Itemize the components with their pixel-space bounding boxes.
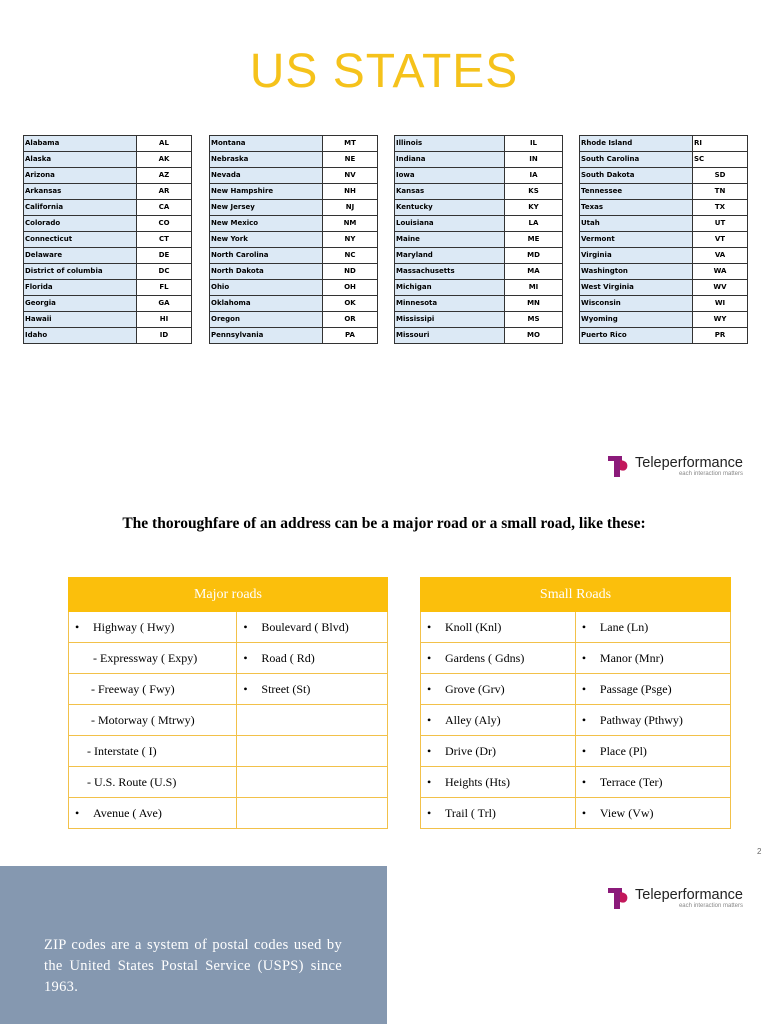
state-row bbox=[580, 296, 748, 312]
road-cell bbox=[69, 767, 237, 798]
state-name: Texas bbox=[580, 200, 693, 216]
state-name: Alabama bbox=[24, 136, 137, 152]
road-label: Heights (Hts) bbox=[445, 774, 510, 789]
state-row bbox=[210, 200, 378, 216]
state-abbreviation: PA bbox=[323, 328, 378, 344]
state-abbreviation: AL bbox=[137, 136, 192, 152]
states-table-2 bbox=[209, 135, 378, 344]
state-abbreviation: DE bbox=[137, 248, 192, 264]
road-cell bbox=[69, 705, 237, 736]
state-name: Washington bbox=[580, 264, 693, 280]
state-row bbox=[580, 248, 748, 264]
road-cell bbox=[421, 767, 576, 798]
state-name: Ohio bbox=[210, 280, 323, 296]
state-name: New York bbox=[210, 232, 323, 248]
road-row bbox=[69, 705, 388, 736]
state-name: North Carolina bbox=[210, 248, 323, 264]
state-row bbox=[210, 280, 378, 296]
road-label: Street (St) bbox=[261, 681, 311, 696]
states-table-1 bbox=[23, 135, 192, 344]
state-abbreviation: AK bbox=[137, 152, 192, 168]
state-row bbox=[580, 232, 748, 248]
state-name: Arkansas bbox=[24, 184, 137, 200]
state-abbreviation: CA bbox=[137, 200, 192, 216]
state-row bbox=[210, 248, 378, 264]
state-abbreviation: UT bbox=[693, 216, 748, 232]
road-row bbox=[421, 674, 731, 705]
state-name: Montana bbox=[210, 136, 323, 152]
state-abbreviation: WI bbox=[693, 296, 748, 312]
state-row bbox=[24, 184, 192, 200]
state-name: Massachusetts bbox=[395, 264, 505, 280]
road-cell bbox=[421, 643, 576, 674]
road-label: - Motorway ( Mtrwy) bbox=[91, 712, 195, 727]
bullet-icon: • bbox=[243, 650, 248, 665]
state-name: Nevada bbox=[210, 168, 323, 184]
state-abbreviation: VT bbox=[693, 232, 748, 248]
state-abbreviation: ID bbox=[137, 328, 192, 344]
state-name: South Dakota bbox=[580, 168, 693, 184]
logo-tagline: each interaction matters bbox=[678, 903, 743, 909]
state-row bbox=[210, 264, 378, 280]
road-cell bbox=[575, 767, 730, 798]
bullet-icon: • bbox=[243, 681, 248, 696]
page-number: 2 bbox=[757, 847, 762, 856]
state-abbreviation: WY bbox=[693, 312, 748, 328]
state-name: Illinois bbox=[395, 136, 505, 152]
road-label: Gardens ( Gdns) bbox=[445, 650, 525, 665]
small-roads-header: Small Roads bbox=[421, 578, 731, 612]
road-label: Passage (Psge) bbox=[599, 681, 672, 696]
major-roads-table bbox=[68, 577, 388, 829]
state-row bbox=[395, 312, 563, 328]
teleperformance-logo-2 bbox=[607, 887, 743, 911]
teleperformance-logo-icon bbox=[607, 455, 631, 479]
teleperformance-logo bbox=[607, 455, 743, 479]
state-abbreviation: WA bbox=[693, 264, 748, 280]
state-name: South Carolina bbox=[580, 152, 693, 168]
road-row bbox=[69, 798, 388, 829]
state-row bbox=[395, 328, 563, 344]
bullet-icon: • bbox=[581, 712, 587, 727]
state-abbreviation: ND bbox=[323, 264, 378, 280]
state-abbreviation: MS bbox=[505, 312, 563, 328]
state-abbreviation: LA bbox=[505, 216, 563, 232]
state-row bbox=[210, 152, 378, 168]
state-name: District of columbia bbox=[24, 264, 137, 280]
bullet-icon: • bbox=[427, 681, 432, 696]
road-row bbox=[69, 736, 388, 767]
state-name: Delaware bbox=[24, 248, 137, 264]
state-name: Missouri bbox=[395, 328, 505, 344]
road-cell bbox=[421, 674, 576, 705]
state-abbreviation: NH bbox=[323, 184, 378, 200]
state-row bbox=[210, 232, 378, 248]
state-row bbox=[210, 136, 378, 152]
road-cell bbox=[69, 674, 237, 705]
bullet-icon: • bbox=[427, 619, 432, 634]
bullet-icon: • bbox=[427, 712, 432, 727]
road-label: Road ( Rd) bbox=[261, 650, 315, 665]
bullet-icon: • bbox=[427, 650, 432, 665]
state-abbreviation: PR bbox=[693, 328, 748, 344]
state-row bbox=[580, 152, 748, 168]
state-abbreviation: KY bbox=[505, 200, 563, 216]
road-cell bbox=[421, 705, 576, 736]
state-row bbox=[395, 200, 563, 216]
state-abbreviation: AR bbox=[137, 184, 192, 200]
state-name: Hawaii bbox=[24, 312, 137, 328]
state-abbreviation: MO bbox=[505, 328, 563, 344]
state-row bbox=[24, 296, 192, 312]
state-name: Rhode Island bbox=[580, 136, 693, 152]
road-row bbox=[421, 705, 731, 736]
state-row bbox=[24, 152, 192, 168]
small-roads-table bbox=[420, 577, 731, 829]
state-abbreviation: GA bbox=[137, 296, 192, 312]
road-cell bbox=[575, 643, 730, 674]
state-abbreviation: OR bbox=[323, 312, 378, 328]
bullet-icon: • bbox=[75, 619, 80, 634]
state-abbreviation: AZ bbox=[137, 168, 192, 184]
state-abbreviation: MT bbox=[323, 136, 378, 152]
state-abbreviation: VA bbox=[693, 248, 748, 264]
state-name: Alaska bbox=[24, 152, 137, 168]
road-cell bbox=[237, 612, 388, 643]
road-cell bbox=[237, 643, 388, 674]
state-name: Pennsylvania bbox=[210, 328, 323, 344]
state-name: Colorado bbox=[24, 216, 137, 232]
state-abbreviation: ME bbox=[505, 232, 563, 248]
road-label: Boulevard ( Blvd) bbox=[261, 619, 349, 634]
state-name: Connecticut bbox=[24, 232, 137, 248]
state-row bbox=[395, 152, 563, 168]
state-name: Indiana bbox=[395, 152, 505, 168]
state-row bbox=[210, 296, 378, 312]
road-row bbox=[421, 643, 731, 674]
state-name: West Virginia bbox=[580, 280, 693, 296]
road-cell bbox=[69, 736, 237, 767]
state-row bbox=[24, 168, 192, 184]
major-roads-header: Major roads bbox=[69, 578, 388, 612]
road-label: Drive (Dr) bbox=[445, 743, 496, 758]
state-abbreviation: MN bbox=[505, 296, 563, 312]
bullet-icon: • bbox=[581, 681, 587, 696]
road-label: - U.S. Route (U.S) bbox=[87, 774, 177, 789]
logo-brand: Teleperformance bbox=[635, 887, 743, 903]
road-label: Highway ( Hwy) bbox=[93, 619, 175, 634]
road-cell bbox=[237, 767, 388, 798]
state-row bbox=[24, 136, 192, 152]
state-name: Iowa bbox=[395, 168, 505, 184]
state-abbreviation: NE bbox=[323, 152, 378, 168]
state-row bbox=[24, 216, 192, 232]
state-name: Florida bbox=[24, 280, 137, 296]
road-label: Terrace (Ter) bbox=[599, 774, 663, 789]
road-label: Knoll (Knl) bbox=[445, 619, 502, 634]
bullet-icon: • bbox=[581, 774, 587, 789]
state-abbreviation: HI bbox=[137, 312, 192, 328]
state-abbreviation: KS bbox=[505, 184, 563, 200]
state-abbreviation: MI bbox=[505, 280, 563, 296]
state-abbreviation: NC bbox=[323, 248, 378, 264]
bullet-icon: • bbox=[427, 805, 432, 820]
state-abbreviation: SC bbox=[693, 152, 748, 168]
state-name: Oregon bbox=[210, 312, 323, 328]
state-abbreviation: IL bbox=[505, 136, 563, 152]
state-name: Minnesota bbox=[395, 296, 505, 312]
road-label: Trail ( Trl) bbox=[445, 805, 496, 820]
state-abbreviation: FL bbox=[137, 280, 192, 296]
bullet-icon: • bbox=[581, 619, 587, 634]
state-row bbox=[24, 264, 192, 280]
state-row bbox=[580, 312, 748, 328]
road-row bbox=[421, 798, 731, 829]
road-cell bbox=[575, 798, 730, 829]
road-row bbox=[69, 767, 388, 798]
road-label: Manor (Mnr) bbox=[599, 650, 664, 665]
state-row bbox=[210, 184, 378, 200]
state-name: Maine bbox=[395, 232, 505, 248]
state-name: Wisconsin bbox=[580, 296, 693, 312]
road-label: - Interstate ( I) bbox=[87, 743, 157, 758]
teleperformance-logo-icon bbox=[607, 887, 631, 911]
state-abbreviation: RI bbox=[693, 136, 748, 152]
bullet-icon: • bbox=[581, 805, 587, 820]
state-abbreviation: MA bbox=[505, 264, 563, 280]
states-table-4 bbox=[579, 135, 748, 344]
state-row bbox=[24, 248, 192, 264]
logo-tagline: each interaction matters bbox=[678, 471, 743, 477]
road-label: Pathway (Pthwy) bbox=[599, 712, 683, 727]
road-row bbox=[69, 643, 388, 674]
page-title: US STATES bbox=[249, 45, 519, 98]
state-abbreviation: DC bbox=[137, 264, 192, 280]
state-name: Virginia bbox=[580, 248, 693, 264]
state-abbreviation: OH bbox=[323, 280, 378, 296]
state-name: Georgia bbox=[24, 296, 137, 312]
state-row bbox=[395, 280, 563, 296]
state-row bbox=[24, 328, 192, 344]
state-row bbox=[395, 184, 563, 200]
state-row bbox=[580, 280, 748, 296]
bullet-icon: • bbox=[581, 743, 587, 758]
road-row bbox=[69, 612, 388, 643]
bullet-icon: • bbox=[427, 743, 432, 758]
state-abbreviation: WV bbox=[693, 280, 748, 296]
road-cell bbox=[237, 674, 388, 705]
road-cell bbox=[237, 736, 388, 767]
state-row bbox=[24, 200, 192, 216]
state-name: New Mexico bbox=[210, 216, 323, 232]
state-row bbox=[395, 168, 563, 184]
bullet-icon: • bbox=[75, 805, 80, 820]
state-abbreviation: NY bbox=[323, 232, 378, 248]
bullet-icon: • bbox=[243, 619, 248, 634]
state-abbreviation: TX bbox=[693, 200, 748, 216]
state-name: Michigan bbox=[395, 280, 505, 296]
state-name: Puerto Rico bbox=[580, 328, 693, 344]
state-row bbox=[580, 264, 748, 280]
state-name: Mississipi bbox=[395, 312, 505, 328]
state-abbreviation: MD bbox=[505, 248, 563, 264]
state-abbreviation: NV bbox=[323, 168, 378, 184]
state-row bbox=[24, 232, 192, 248]
state-row bbox=[580, 136, 748, 152]
state-abbreviation: IN bbox=[505, 152, 563, 168]
road-cell bbox=[69, 643, 237, 674]
road-cell bbox=[237, 705, 388, 736]
state-row bbox=[580, 328, 748, 344]
state-abbreviation: NJ bbox=[323, 200, 378, 216]
bullet-icon: • bbox=[427, 774, 432, 789]
state-name: Tennessee bbox=[580, 184, 693, 200]
road-row bbox=[421, 736, 731, 767]
road-label: Grove (Grv) bbox=[445, 681, 505, 696]
road-cell bbox=[575, 612, 730, 643]
road-cell bbox=[421, 612, 576, 643]
state-name: Wyoming bbox=[580, 312, 693, 328]
road-row bbox=[421, 612, 731, 643]
road-label: Avenue ( Ave) bbox=[93, 805, 162, 820]
state-name: Louisiana bbox=[395, 216, 505, 232]
road-label: - Freeway ( Fwy) bbox=[91, 681, 175, 696]
state-row bbox=[395, 136, 563, 152]
state-name: North Dakota bbox=[210, 264, 323, 280]
state-name: Oklahoma bbox=[210, 296, 323, 312]
intro-text: The thoroughfare of an address can be a major road or a small road, like these: bbox=[122, 515, 646, 532]
road-cell bbox=[575, 705, 730, 736]
state-abbreviation: SD bbox=[693, 168, 748, 184]
state-row bbox=[580, 184, 748, 200]
road-cell bbox=[575, 736, 730, 767]
road-label: View (Vw) bbox=[599, 805, 654, 820]
state-row bbox=[24, 280, 192, 296]
road-cell bbox=[237, 798, 388, 829]
state-name: California bbox=[24, 200, 137, 216]
road-cell bbox=[421, 736, 576, 767]
state-row bbox=[210, 328, 378, 344]
state-name: Maryland bbox=[395, 248, 505, 264]
state-abbreviation: TN bbox=[693, 184, 748, 200]
road-row bbox=[421, 767, 731, 798]
road-cell bbox=[421, 798, 576, 829]
road-cell bbox=[69, 612, 237, 643]
road-label: Place (Pl) bbox=[599, 743, 647, 758]
state-abbreviation: CT bbox=[137, 232, 192, 248]
state-abbreviation: NM bbox=[323, 216, 378, 232]
road-cell bbox=[575, 674, 730, 705]
road-row bbox=[69, 674, 388, 705]
state-row bbox=[580, 216, 748, 232]
road-label: Lane (Ln) bbox=[599, 619, 649, 634]
state-abbreviation: CO bbox=[137, 216, 192, 232]
state-row bbox=[24, 312, 192, 328]
state-row bbox=[580, 200, 748, 216]
state-name: Kansas bbox=[395, 184, 505, 200]
state-row bbox=[395, 296, 563, 312]
zip-info-box bbox=[0, 866, 387, 1024]
road-cell bbox=[69, 798, 237, 829]
state-row bbox=[580, 168, 748, 184]
state-name: Kentucky bbox=[395, 200, 505, 216]
state-name: New Jersey bbox=[210, 200, 323, 216]
state-row bbox=[395, 216, 563, 232]
state-row bbox=[210, 216, 378, 232]
state-row bbox=[395, 248, 563, 264]
state-abbreviation: IA bbox=[505, 168, 563, 184]
road-label: - Expressway ( Expy) bbox=[93, 650, 198, 665]
logo-brand: Teleperformance bbox=[635, 455, 743, 471]
bullet-icon: • bbox=[581, 650, 587, 665]
state-name: New Hampshire bbox=[210, 184, 323, 200]
state-row bbox=[395, 232, 563, 248]
state-abbreviation: OK bbox=[323, 296, 378, 312]
state-name: Arizona bbox=[24, 168, 137, 184]
zip-text: ZIP codes are a system of postal codes used by the United States Postal Service (USPS) since 1963. bbox=[44, 937, 342, 995]
road-label: Alley (Aly) bbox=[445, 712, 501, 727]
state-name: Idaho bbox=[24, 328, 137, 344]
state-row bbox=[210, 168, 378, 184]
state-name: Utah bbox=[580, 216, 693, 232]
state-name: Nebraska bbox=[210, 152, 323, 168]
state-row bbox=[395, 264, 563, 280]
state-name: Vermont bbox=[580, 232, 693, 248]
state-row bbox=[210, 312, 378, 328]
states-table-3 bbox=[394, 135, 563, 344]
